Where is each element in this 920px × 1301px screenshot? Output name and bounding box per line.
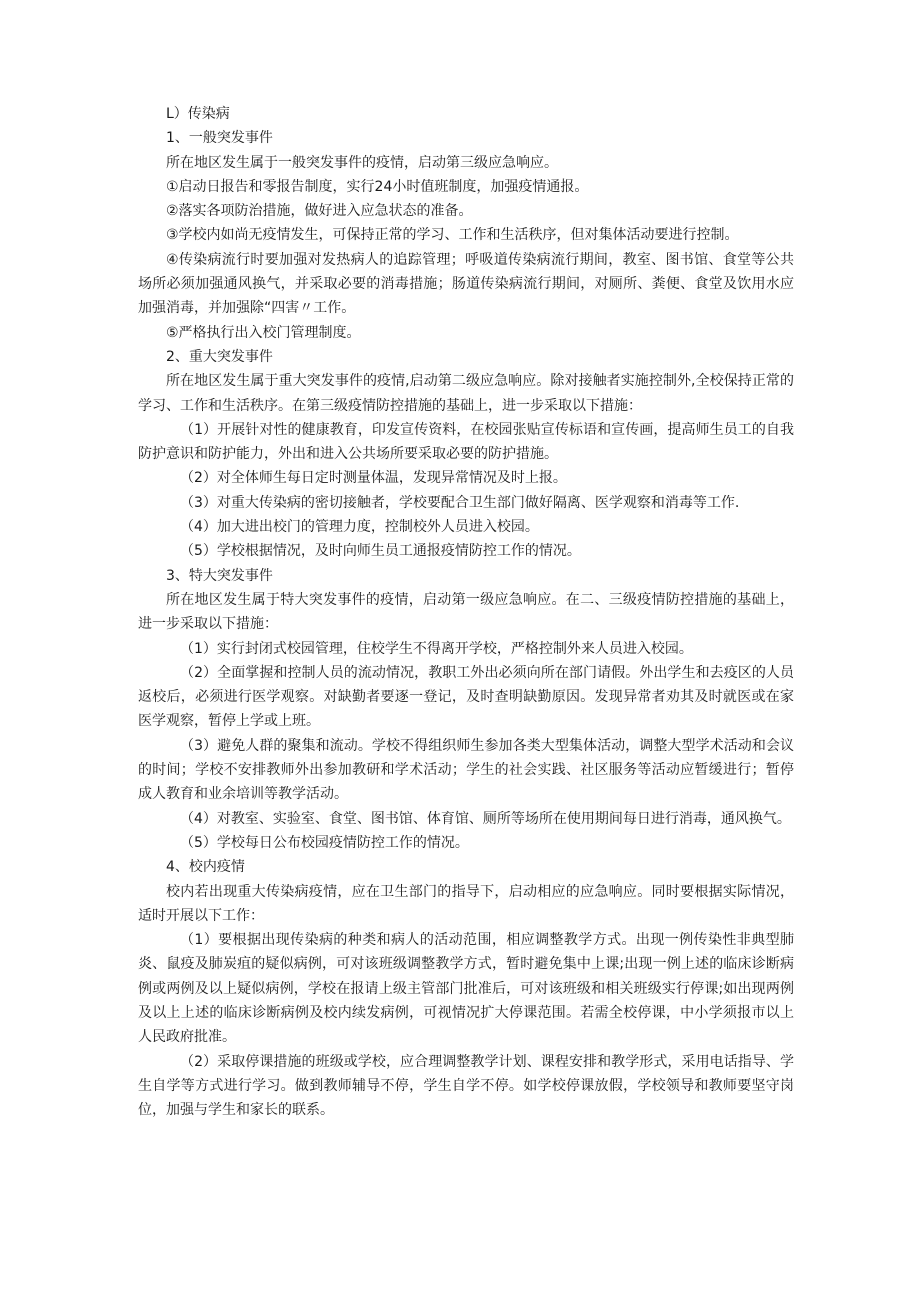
list-item: （4）对教室、实验室、食堂、图书馆、体育馆、厕所等场所在使用期间每日进行消毒，通风换气。: [180, 810, 791, 827]
list-item: （2）对全体师生每日定时测量体温，发现异常情况及时上报。: [180, 470, 567, 487]
paragraph: ②落实各项防治措施，做好进入应急状态的准备。: [166, 203, 473, 220]
list-item: （3）对重大传染病的密切接触者，学校要配合卫生部门做好隔离、医学观察和消毒等工作.: [180, 494, 740, 511]
list-item: （5）学校根据情况，及时向师生员工通报疫情防控工作的情况。: [180, 543, 581, 560]
list-item: （4）加大进出校门的管理力度，控制校外人员进入校园。: [180, 519, 539, 536]
paragraph: ④传染病流行时要加强对发热病人的追踪管理；呼吸道传染病流行期间，教室、图书馆、食堂等公共场所必须加强通风换气，并采取必要的消毒措施；肠道传染病流行期间，对厕所、粪便、食堂及饮用水应加强消毒，并加强除“四害〃工作。: [138, 251, 794, 317]
list-item: （1）开展针对性的健康教育，印发宣传资料，在校园张贴宣传标语和宣传画，提高师生员工的自我防护意识和防护能力，外出和进入公共场所要采取必要的防护措施。: [138, 421, 794, 463]
paragraph: ③学校内如尚无疫情发生，可保持正常的学习、工作和生活秩序，但对集体活动要进行控制。: [166, 227, 739, 244]
document-body: [138, 102, 794, 1122]
document-title: L）传染病: [166, 106, 230, 122]
paragraph: 所在地区发生属于特大突发事件的疫情，启动第一级应急响应。在二、三级疫情防控措施的基础上，进一步采取以下措施：: [138, 591, 794, 633]
section-heading: 3、特大突发事件: [166, 567, 273, 584]
list-item: （5）学校每日公布校园疫情防控工作的情况。: [180, 834, 469, 851]
list-item: （1）要根据出现传染病的种类和病人的活动范围，相应调整教学方式。出现一例传染性非典型肺炎、鼠疫及肺炭疽的疑似病例，可对该班级调整教学方式，暂时避免集中上课;出现一例上述的临床诊断病例或两例及以上疑似病例，学校在报请上级主管部门批准后，可对该班级和相关班级实行停课;如出现两例及以上上述的临床诊断病例及校内续发病例，可视情况扩大停课范围。若需全校停课，中小学须报市以上人民政府批准。: [138, 932, 794, 1046]
list-item: （3）避免人群的聚集和流动。学校不得组织师生参加各类大型集体活动，调整大型学术活动和会议的时间；学校不安排教师外出参加教研和学术活动；学生的社会实践、社区服务等活动应暂缓进行；暂停成人教育和业余培训等教学活动。: [138, 737, 794, 803]
paragraph: 所在地区发生属于一般突发事件的疫情，启动第三级应急响应。: [166, 154, 558, 171]
section-heading: 1、一般突发事件: [166, 130, 273, 147]
paragraph: ⑤严格执行出入校门管理制度。: [166, 324, 361, 341]
paragraph: 所在地区发生属于重大突发事件的疫情,启动第二级应急响应。除对接触者实施控制外,全校保持正常的学习、工作和生活秩序。在第三级疫情防控措施的基础上，进一步采取以下措施：: [138, 373, 794, 414]
list-item: （2）采取停课措施的班级或学校，应合理调整教学计划、课程安排和教学形式，采用电话指导、学生自学等方式进行学习。做到教师辅导不停，学生自学不停。如学校停课放假，学校领导和教师要坚守岗位，加强与学生和家长的联系。: [138, 1053, 794, 1119]
section-heading: 2、重大突发事件: [166, 348, 273, 365]
paragraph: 校内若出现重大传染病疫情，应在卫生部门的指导下，启动相应的应急响应。同时要根据实际情况，适时开展以下工作：: [138, 883, 794, 924]
list-item: （2）全面掌握和控制人员的流动情况，教职工外出必须向所在部门请假。外出学生和去疫区的人员返校后，必须进行医学观察。对缺勤者要逐一登记，及时查明缺勤原因。发现异常者劝其及时就医或在家医学观察，暂停上学或上班。: [138, 664, 794, 730]
list-item: （1）实行封闭式校园管理，住校学生不得离开学校，严格控制外来人员进入校园。: [180, 640, 693, 657]
paragraph: ①启动日报告和零报告制度，实行24小时值班制度，加强疫情通报。: [166, 178, 589, 195]
section-heading: 4、校内疫情: [166, 859, 245, 876]
